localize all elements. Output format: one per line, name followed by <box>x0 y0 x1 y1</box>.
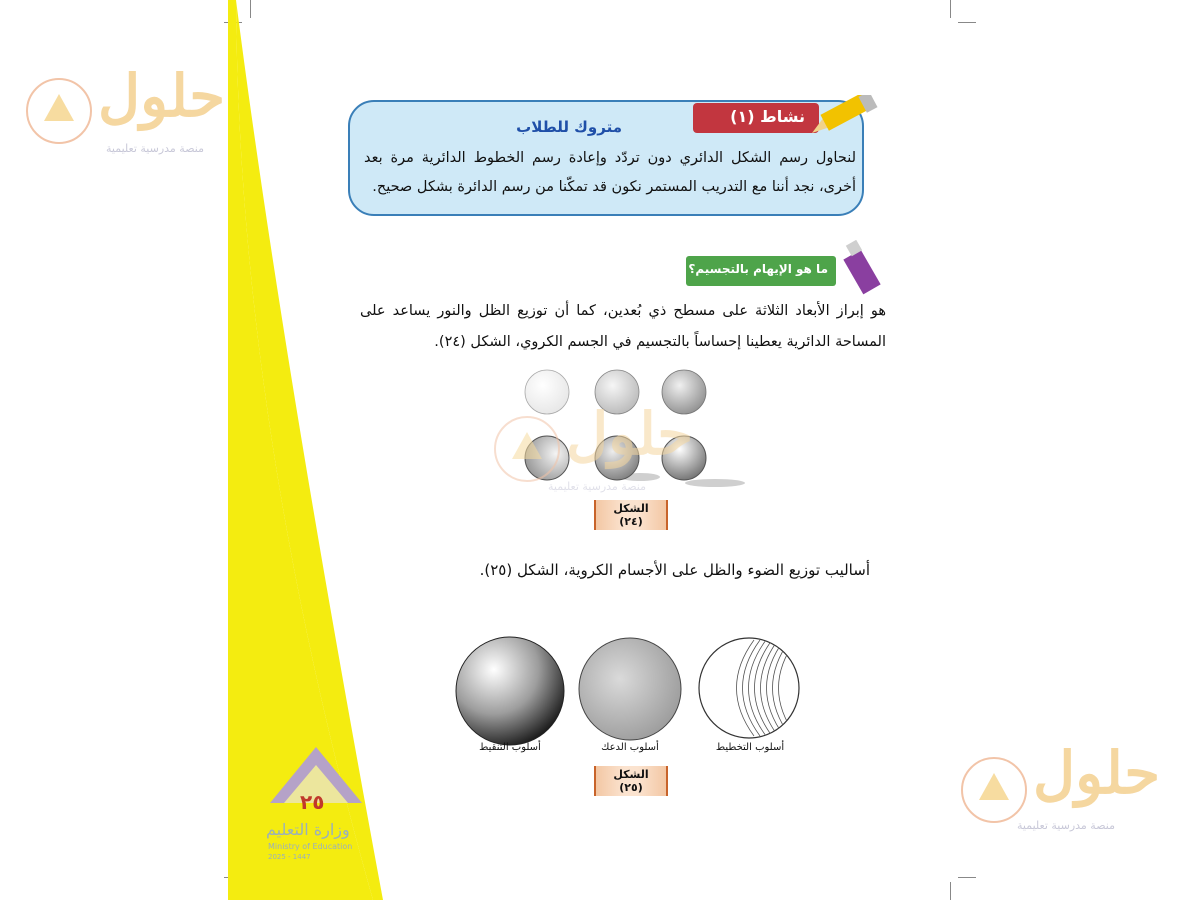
activity-body-text: لنحاول رسم الشكل الدائري دون تردّد وإعادة رسم الخطوط الدائرية مرة بعد أخرى، نجد أننا مع التدريب المستمر نكون قد تمكّنا من رسم الدائرة بشكل صحيح. <box>364 150 856 195</box>
styles-paragraph: أساليب توزيع الضوء والظل على الأجسام الكروية، الشكل (٢٥). <box>479 561 870 579</box>
label-hatching: أسلوب التخطيط <box>715 742 785 753</box>
watermark-logo: حلول <box>1033 739 1161 807</box>
crop-mark <box>958 877 976 878</box>
stippling-sphere <box>456 637 564 745</box>
watermark-center <box>490 400 720 500</box>
watermark-emblem-icon <box>24 76 94 146</box>
ministry-year: 2025 - 1447 <box>268 853 311 861</box>
intro-paragraph: هو إبراز الأبعاد الثلاثة على مسطح ذي بُعدين، كما أن توزيع الظل والنور يساعد على المساحة الدائرية يعطينا إحساساً بالتجسيم في الجسم الكروي، الشكل (٢٤). <box>360 303 886 350</box>
watermark-tagline: منصة مدرسية تعليمية <box>106 142 204 155</box>
ministry-name-ar: وزارة التعليم <box>266 820 350 839</box>
activity-title: نشاط (١) <box>730 107 805 126</box>
watermark-emblem-icon <box>492 414 562 484</box>
watermark-bottom-right <box>955 739 1185 845</box>
watermark-logo: حلول <box>98 62 226 130</box>
watermark-top-left <box>20 60 250 170</box>
label-rubbing: أسلوب الدعك <box>601 742 659 753</box>
crop-mark <box>950 0 951 18</box>
figure-24-caption: الشكل (٢٤) <box>594 500 668 530</box>
hatching-sphere <box>699 638 799 738</box>
crop-mark <box>950 882 951 900</box>
figure-25-caption: الشكل (٢٥) <box>594 766 668 796</box>
page-number: ٢٥ <box>300 790 325 814</box>
watermark-tagline: منصة مدرسية تعليمية <box>1017 819 1115 832</box>
watermark-tagline: منصة مدرسية تعليمية <box>548 480 646 493</box>
marker-icon <box>838 240 894 300</box>
ministry-name-en: Ministry of Education <box>268 842 353 851</box>
activity-title-badge <box>693 103 819 133</box>
section-heading: ما هو الإيهام بالتجسيم؟ <box>688 262 828 276</box>
crop-mark <box>958 22 976 23</box>
watermark-logo: حلول <box>566 400 694 468</box>
label-stippling: أسلوب التنقيط <box>479 742 541 753</box>
watermark-emblem-icon <box>959 755 1029 825</box>
rubbing-sphere <box>579 638 681 740</box>
activity-subtitle: متروك للطلاب <box>516 118 622 136</box>
pencil-icon <box>808 95 878 137</box>
figure-25-shading-styles <box>454 635 804 750</box>
section-heading-badge <box>686 256 836 286</box>
